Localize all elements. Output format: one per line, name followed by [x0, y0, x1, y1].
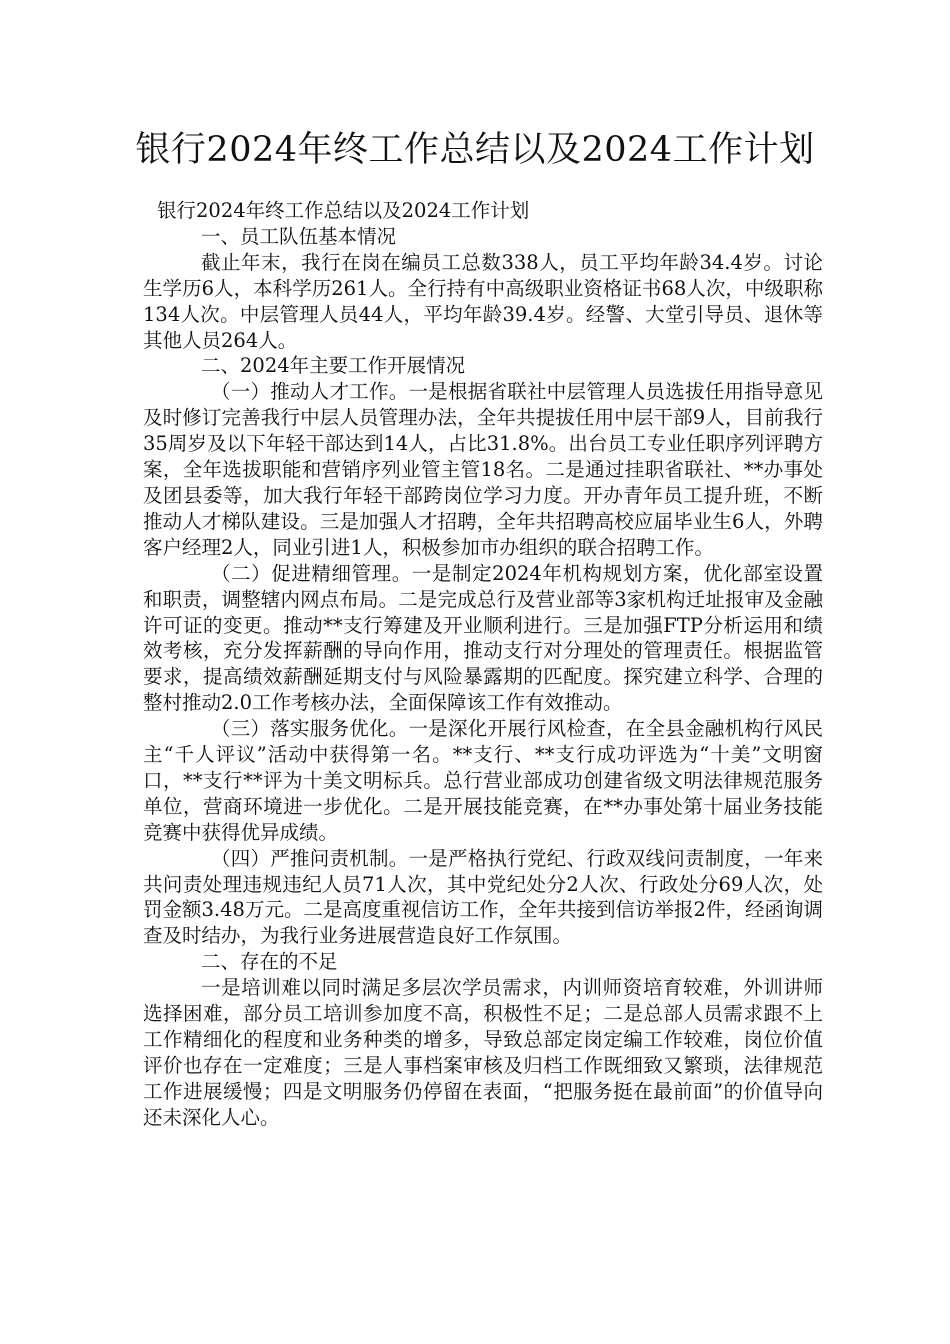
section-heading-staff: 一、员工队伍基本情况 — [201, 224, 397, 248]
section-heading-main-work: 二、2024年主要工作开展情况 — [201, 354, 466, 378]
paragraph-accountability: （四）严推问责机制。一是严格执行党纪、行政双线问责制度，一年来共问责处理违规违纪人员71人次，其中党纪处分2人次、行政处分69人次，处罚金额3.48万元。二是高度重视信访工作，全年共接到信访举报2件，经函询调查及时结办，为我行业务进展营造良好工作氛围。 — [143, 846, 823, 948]
paragraph-service-optimization: （三）落实服务优化。一是深化开展行风检查，在全县金融机构行风民主“千人评议”活动中获得第一名。**支行、**支行成功评选为“十美”文明窗口，**支行**评为十美文明标兵。总行营业部成功创建省级文明法律规范服务单位，营商环境进一步优化。二是开展技能竞赛，在**办事处第十届业务技能竞赛中获得优异成绩。 — [143, 717, 823, 844]
paragraph-staff-overview: 截止年末，我行在岗在编员工总数338人，员工平均年龄34.4岁。讨论生学历6人，本科学历261人。全行持有中高级职业资格证书68人次，中级职称134人次。中层管理人员44人，平均年龄39.4岁。经警、大堂引导员、退休等其他人员264人。 — [143, 250, 823, 352]
section-heading-shortcomings: 二、存在的不足 — [201, 950, 338, 974]
document-subtitle: 银行2024年终工作总结以及2024工作计划 — [157, 199, 530, 222]
paragraph-talent-work: （一）推动人才工作。一是根据省联社中层管理人员选拔任用指导意见及时修订完善我行中层人员管理办法，全年共提拔任用中层干部9人，目前我行35周岁及以下年轻干部达到14人，占比31.8%。出台员工专业任职序列评聘方案，全年选拔职能和营销序列业管主管18名。二是通过挂职省联社、**办事处及团县委等，加大我行年轻干部跨岗位学习力度。开办青年员工提升班，不断推动人才梯队建设。三是加强人才招聘，全年共招聘高校应届毕业生6人，外聘客户经理2人，同业引进1人，积极参加市办组织的联合招聘工作。 — [143, 380, 823, 559]
document-title: 银行2024年终工作总结以及2024工作计划 — [135, 130, 815, 170]
paragraph-shortcomings: 一是培训难以同时满足多层次学员需求，内训师资培育较难，外训讲师选择困难，部分员工培训参加度不高，积极性不足；二是总部人员需求跟不上工作精细化的程度和业务种类的增多，导致总部定岗定编工作较难，岗位价值评价也存在一定难度；三是人事档案审核及归档工作既细致又繁琐，法律规范工作进展缓慢；四是文明服务仍停留在表面，“把服务挺在最前面”的价值导向还未深化人心。 — [143, 976, 823, 1129]
paragraph-refined-management: （二）促进精细管理。一是制定2024年机构规划方案，优化部室设置和职责，调整辖内网点布局。二是完成总行及营业部等3家机构迁址报审及金融许可证的变更。推动**支行筹建及开业顺利进行。三是加强FTP分析运用和绩效考核，充分发挥薪酬的导向作用，推动支行对分理处的管理责任。根据监管要求，提高绩效薪酬延期支付与风险暴露期的匹配度。探究建立科学、合理的整村推动2.0工作考核办法，全面保障该工作有效推动。 — [143, 561, 823, 715]
document-body — [143, 198, 823, 1131]
